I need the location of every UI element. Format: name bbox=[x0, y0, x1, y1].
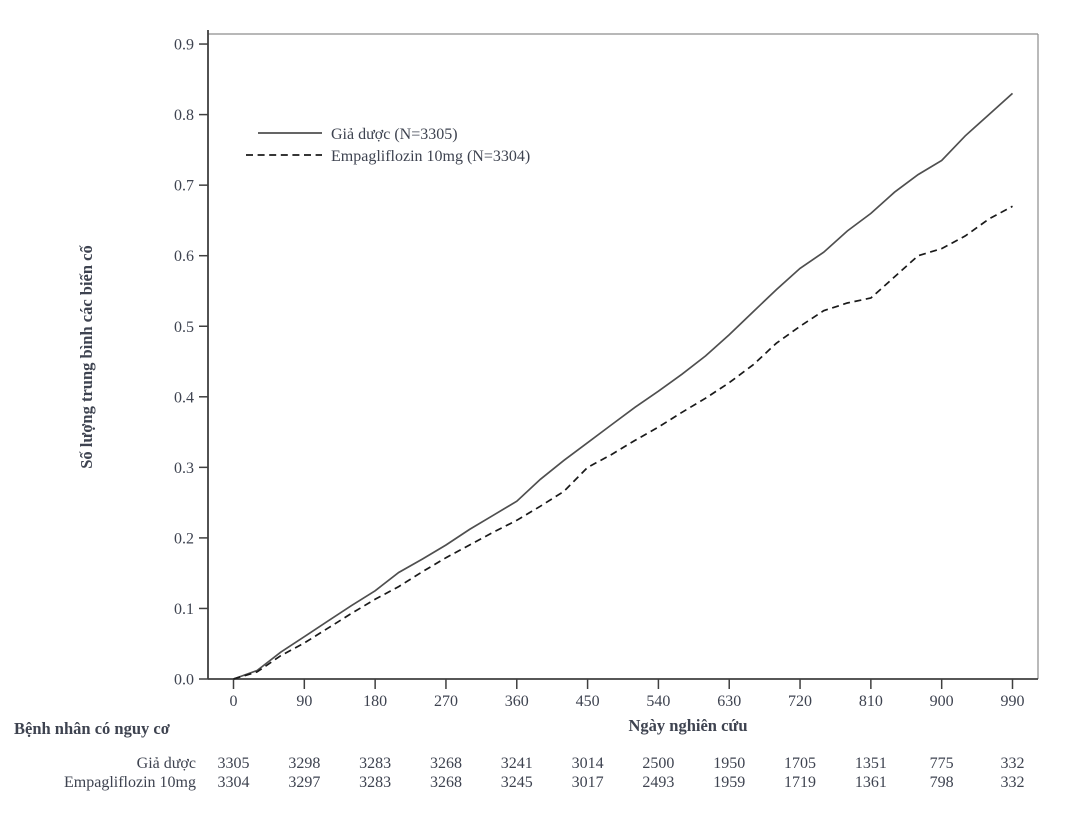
x-tick-label: 720 bbox=[788, 693, 813, 710]
y-tick-label: 0.4 bbox=[174, 389, 194, 407]
x-tick-label: 90 bbox=[296, 693, 313, 710]
risk-cell: 3297 bbox=[288, 774, 321, 791]
x-tick-label: 900 bbox=[929, 693, 954, 710]
x-tick-label: 180 bbox=[363, 693, 388, 710]
risk-cell: 798 bbox=[929, 774, 954, 791]
risk-cell: 1351 bbox=[854, 755, 887, 772]
y-tick-label: 0.5 bbox=[174, 318, 194, 336]
y-tick-label: 0.0 bbox=[174, 671, 194, 689]
y-tick-label: 0.3 bbox=[174, 459, 194, 477]
x-tick-label: 270 bbox=[433, 693, 458, 710]
risk-cell: 1959 bbox=[713, 774, 746, 791]
risk-row-label-placebo: Giả dược bbox=[136, 755, 196, 772]
risk-cell: 3268 bbox=[429, 755, 462, 772]
risk-cell: 2493 bbox=[642, 774, 675, 791]
risk-cell: 3304 bbox=[217, 774, 250, 791]
x-axis-title: Ngày nghiên cứu bbox=[628, 716, 748, 735]
risk-cell: 3241 bbox=[500, 755, 533, 772]
risk-cell: 332 bbox=[1000, 774, 1025, 791]
risk-cell: 1361 bbox=[854, 774, 887, 791]
risk-cell: 332 bbox=[1000, 755, 1025, 772]
risk-cell: 1705 bbox=[784, 755, 817, 772]
y-tick-label: 0.8 bbox=[174, 107, 194, 125]
risk-cell: 775 bbox=[929, 755, 954, 772]
y-tick-label: 0.1 bbox=[174, 600, 194, 618]
x-tick-label: 360 bbox=[504, 693, 529, 710]
y-tick-label: 0.6 bbox=[174, 248, 194, 266]
x-tick-label: 990 bbox=[1000, 693, 1025, 710]
risk-cell: 3017 bbox=[571, 774, 604, 791]
y-tick-label: 0.9 bbox=[174, 36, 194, 54]
legend-label-placebo: Giả dược (N=3305) bbox=[331, 126, 458, 143]
risk-cell: 3245 bbox=[500, 774, 533, 791]
x-tick-label: 450 bbox=[575, 693, 600, 710]
risk-cell: 2500 bbox=[642, 755, 675, 772]
x-axis-ticks bbox=[230, 679, 1025, 710]
risk-cell: 3283 bbox=[359, 774, 392, 791]
legend-label-empagliflozin: Empagliflozin 10mg (N=3304) bbox=[331, 148, 531, 165]
risk-row-label-empagliflozin: Empagliflozin 10mg bbox=[64, 774, 196, 791]
risk-cell: 3305 bbox=[217, 755, 250, 772]
risk-cell: 1719 bbox=[784, 774, 817, 791]
risk-cell: 3283 bbox=[359, 755, 392, 772]
risk-cell: 1950 bbox=[713, 755, 746, 772]
risk-cell: 3014 bbox=[571, 755, 604, 772]
legend bbox=[246, 126, 530, 165]
risk-cell: 3298 bbox=[288, 755, 321, 772]
risk-table-cells bbox=[218, 755, 1025, 791]
data-series-lines bbox=[234, 93, 1013, 679]
x-tick-label: 0 bbox=[229, 693, 238, 710]
y-tick-label: 0.7 bbox=[174, 177, 194, 195]
x-tick-label: 540 bbox=[646, 693, 671, 710]
x-tick-label: 810 bbox=[858, 693, 883, 710]
x-tick-label: 630 bbox=[717, 693, 742, 710]
y-axis-title: Số lượng trung bình các biến cố bbox=[77, 245, 96, 469]
risk-table-title: Bệnh nhân có nguy cơ bbox=[14, 719, 170, 738]
series-line-placebo bbox=[234, 93, 1013, 679]
y-axis-ticks bbox=[174, 37, 208, 689]
risk-cell: 3268 bbox=[429, 774, 462, 791]
series-line-empagliflozin bbox=[234, 206, 1013, 679]
y-tick-label: 0.2 bbox=[174, 530, 194, 548]
